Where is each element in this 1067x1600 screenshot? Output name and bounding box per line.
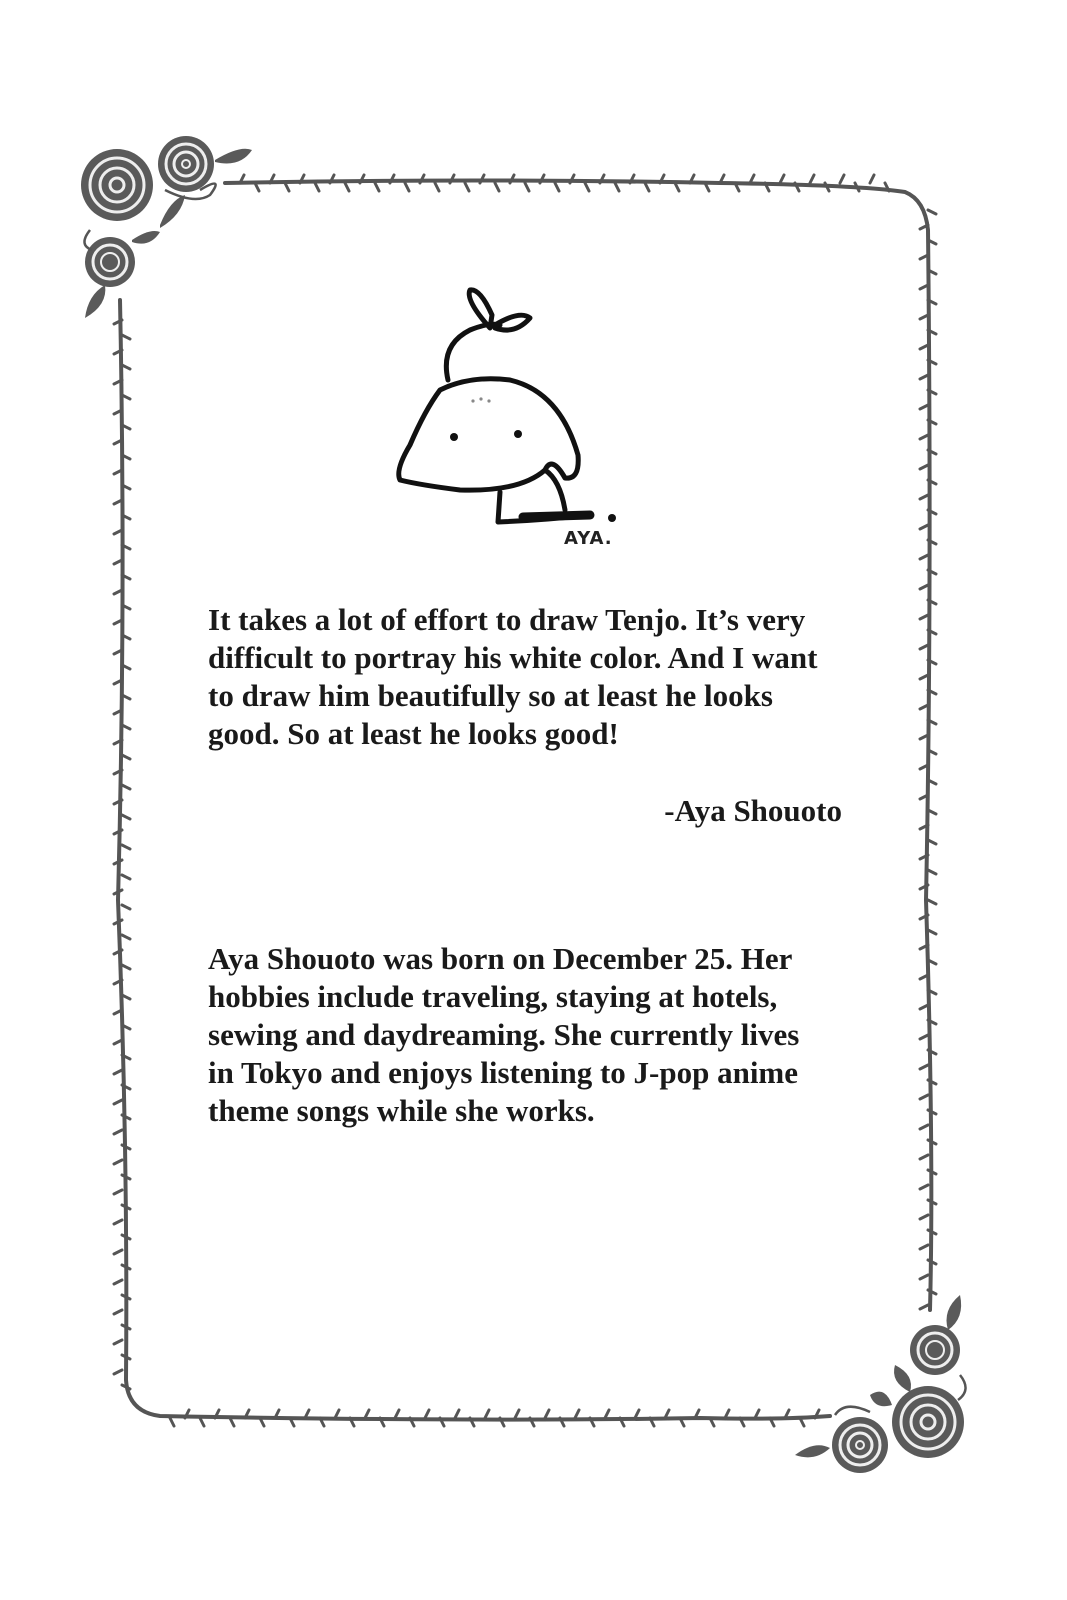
thorn-spike [122, 1235, 130, 1239]
thorn-spike [114, 1070, 122, 1074]
thorn-spike [920, 405, 928, 409]
thorn-spike [122, 1355, 130, 1359]
thorn-spike [840, 175, 844, 183]
thorn-spike [928, 840, 936, 844]
thorn-spike [200, 1418, 204, 1426]
thorn-spike [122, 365, 130, 369]
quote-line: difficult to portray his white color. And I want [208, 640, 818, 675]
thorn-spike [114, 890, 122, 894]
thorn-spike [920, 1095, 928, 1099]
thorn-spike [920, 465, 928, 469]
thorn-spike [114, 1100, 122, 1104]
thorn-spike [122, 1295, 130, 1299]
thorn-spike [114, 1340, 122, 1344]
author-quote [208, 601, 868, 753]
thorn-spike [920, 315, 928, 319]
thorn-spike [515, 1410, 519, 1418]
thorn-spike [114, 1190, 122, 1194]
thorn-spike [122, 815, 130, 819]
thorn-spike [615, 183, 619, 191]
thorn-spike [928, 1170, 936, 1174]
thorn-spike [920, 1035, 928, 1039]
sprout-creature-features [450, 397, 616, 522]
thorn-spike [122, 1325, 130, 1329]
thorn-spike [495, 183, 499, 191]
thorn-spike [920, 1005, 928, 1009]
thorn-spike [285, 183, 289, 191]
thorn-spike [114, 1130, 122, 1134]
thorn-spike [122, 1205, 130, 1209]
thorn-spike [920, 375, 928, 379]
thorn-spike [122, 965, 130, 969]
bio-line: hobbies include traveling, staying at hotels, [208, 979, 778, 1014]
thorn-spike [928, 930, 936, 934]
thorn-spike [920, 645, 928, 649]
bio-line: theme songs while she works. [208, 1093, 595, 1128]
thorn-spike [435, 183, 439, 191]
thorn-spike [920, 435, 928, 439]
thorn-spike [920, 555, 928, 559]
thorn-spike [920, 585, 928, 589]
thorn-spike [575, 1410, 579, 1418]
thorn-spike [455, 1410, 459, 1418]
thorn-spike [920, 1155, 928, 1159]
bio-line: in Tokyo and enjoys listening to J-pop anime [208, 1055, 799, 1090]
thorn-spike [122, 1175, 130, 1179]
thorn-spike [525, 183, 529, 191]
thorn-spike [920, 525, 928, 529]
thorn-spike [365, 1410, 369, 1418]
thorn-spike [928, 870, 936, 874]
bio-line: sewing and daydreaming. She currently lives [208, 1017, 800, 1052]
thorn-spike [920, 1275, 928, 1279]
rose-icon [892, 1386, 964, 1458]
thorn-spike [114, 1250, 122, 1254]
thorn-spike [465, 183, 469, 191]
thorn-spike [425, 1410, 429, 1418]
rose-icon [832, 1417, 888, 1473]
thorn-spike [855, 183, 859, 191]
thorn-spike [920, 1125, 928, 1129]
thorn-spike [920, 1245, 928, 1249]
thorn-spike [928, 900, 936, 904]
thorn-spike [114, 1370, 122, 1374]
thorn-spike [545, 1410, 549, 1418]
thorn-spike [122, 935, 130, 939]
thorn-spike [920, 675, 928, 679]
thorn-spike [920, 1305, 928, 1309]
thorn-spike [375, 183, 379, 191]
thorn-spike [405, 183, 409, 191]
thorn-spike [122, 755, 130, 759]
thorn-spike [122, 875, 130, 879]
quote-line: It takes a lot of effort to draw Tenjo. It’s very [208, 602, 806, 637]
thorn-spike [122, 1385, 130, 1389]
rose-icon [910, 1325, 960, 1375]
author-bio [208, 940, 868, 1130]
thorn-spike [928, 210, 936, 214]
author-signature: -Aya Shouoto [664, 793, 842, 828]
rose-icon [85, 237, 135, 287]
thorn-spike [122, 335, 130, 339]
thorn-spike [122, 785, 130, 789]
thorn-spike [122, 845, 130, 849]
thorn-spike [635, 1410, 639, 1418]
thorn-spike [485, 1410, 489, 1418]
quote-line: to draw him beautifully so at least he looks [208, 678, 773, 713]
thorn-spike [114, 1310, 122, 1314]
thorn-spike [920, 345, 928, 349]
thorn-spike [645, 183, 649, 191]
thorn-spike [345, 183, 349, 191]
sprout-creature-illustration [399, 290, 590, 522]
thorn-spike [928, 1200, 936, 1204]
quote-line: good. So at least he looks good! [208, 716, 619, 751]
thorn-spike [585, 183, 589, 191]
thorn-spike [870, 175, 874, 183]
thorn-spike [920, 1065, 928, 1069]
thorn-spike [395, 1410, 399, 1418]
thorn-spike [555, 183, 559, 191]
thorn-spike [114, 1220, 122, 1224]
thorn-spike [780, 175, 784, 183]
rose-icon [158, 136, 214, 192]
thorn-spike [114, 1280, 122, 1284]
thorn-spike [920, 615, 928, 619]
thorn-spike [122, 905, 130, 909]
bio-line: Aya Shouoto was born on December 25. Her [208, 941, 793, 976]
thorn-spike [920, 1215, 928, 1219]
thorn-spike [122, 1265, 130, 1269]
thorn-spike [810, 175, 814, 183]
rose-cluster-top-left [81, 136, 252, 318]
thorn-spike [114, 1160, 122, 1164]
thorn-spike [920, 1185, 928, 1189]
thorn-spike [170, 1418, 174, 1426]
artist-mark: AYA. [564, 528, 613, 549]
thorn-spike [605, 1410, 609, 1418]
rose-cluster-bottom-right [795, 1295, 966, 1473]
rose-icon [81, 149, 153, 221]
thorn-spike [315, 183, 319, 191]
thorn-spike [920, 495, 928, 499]
